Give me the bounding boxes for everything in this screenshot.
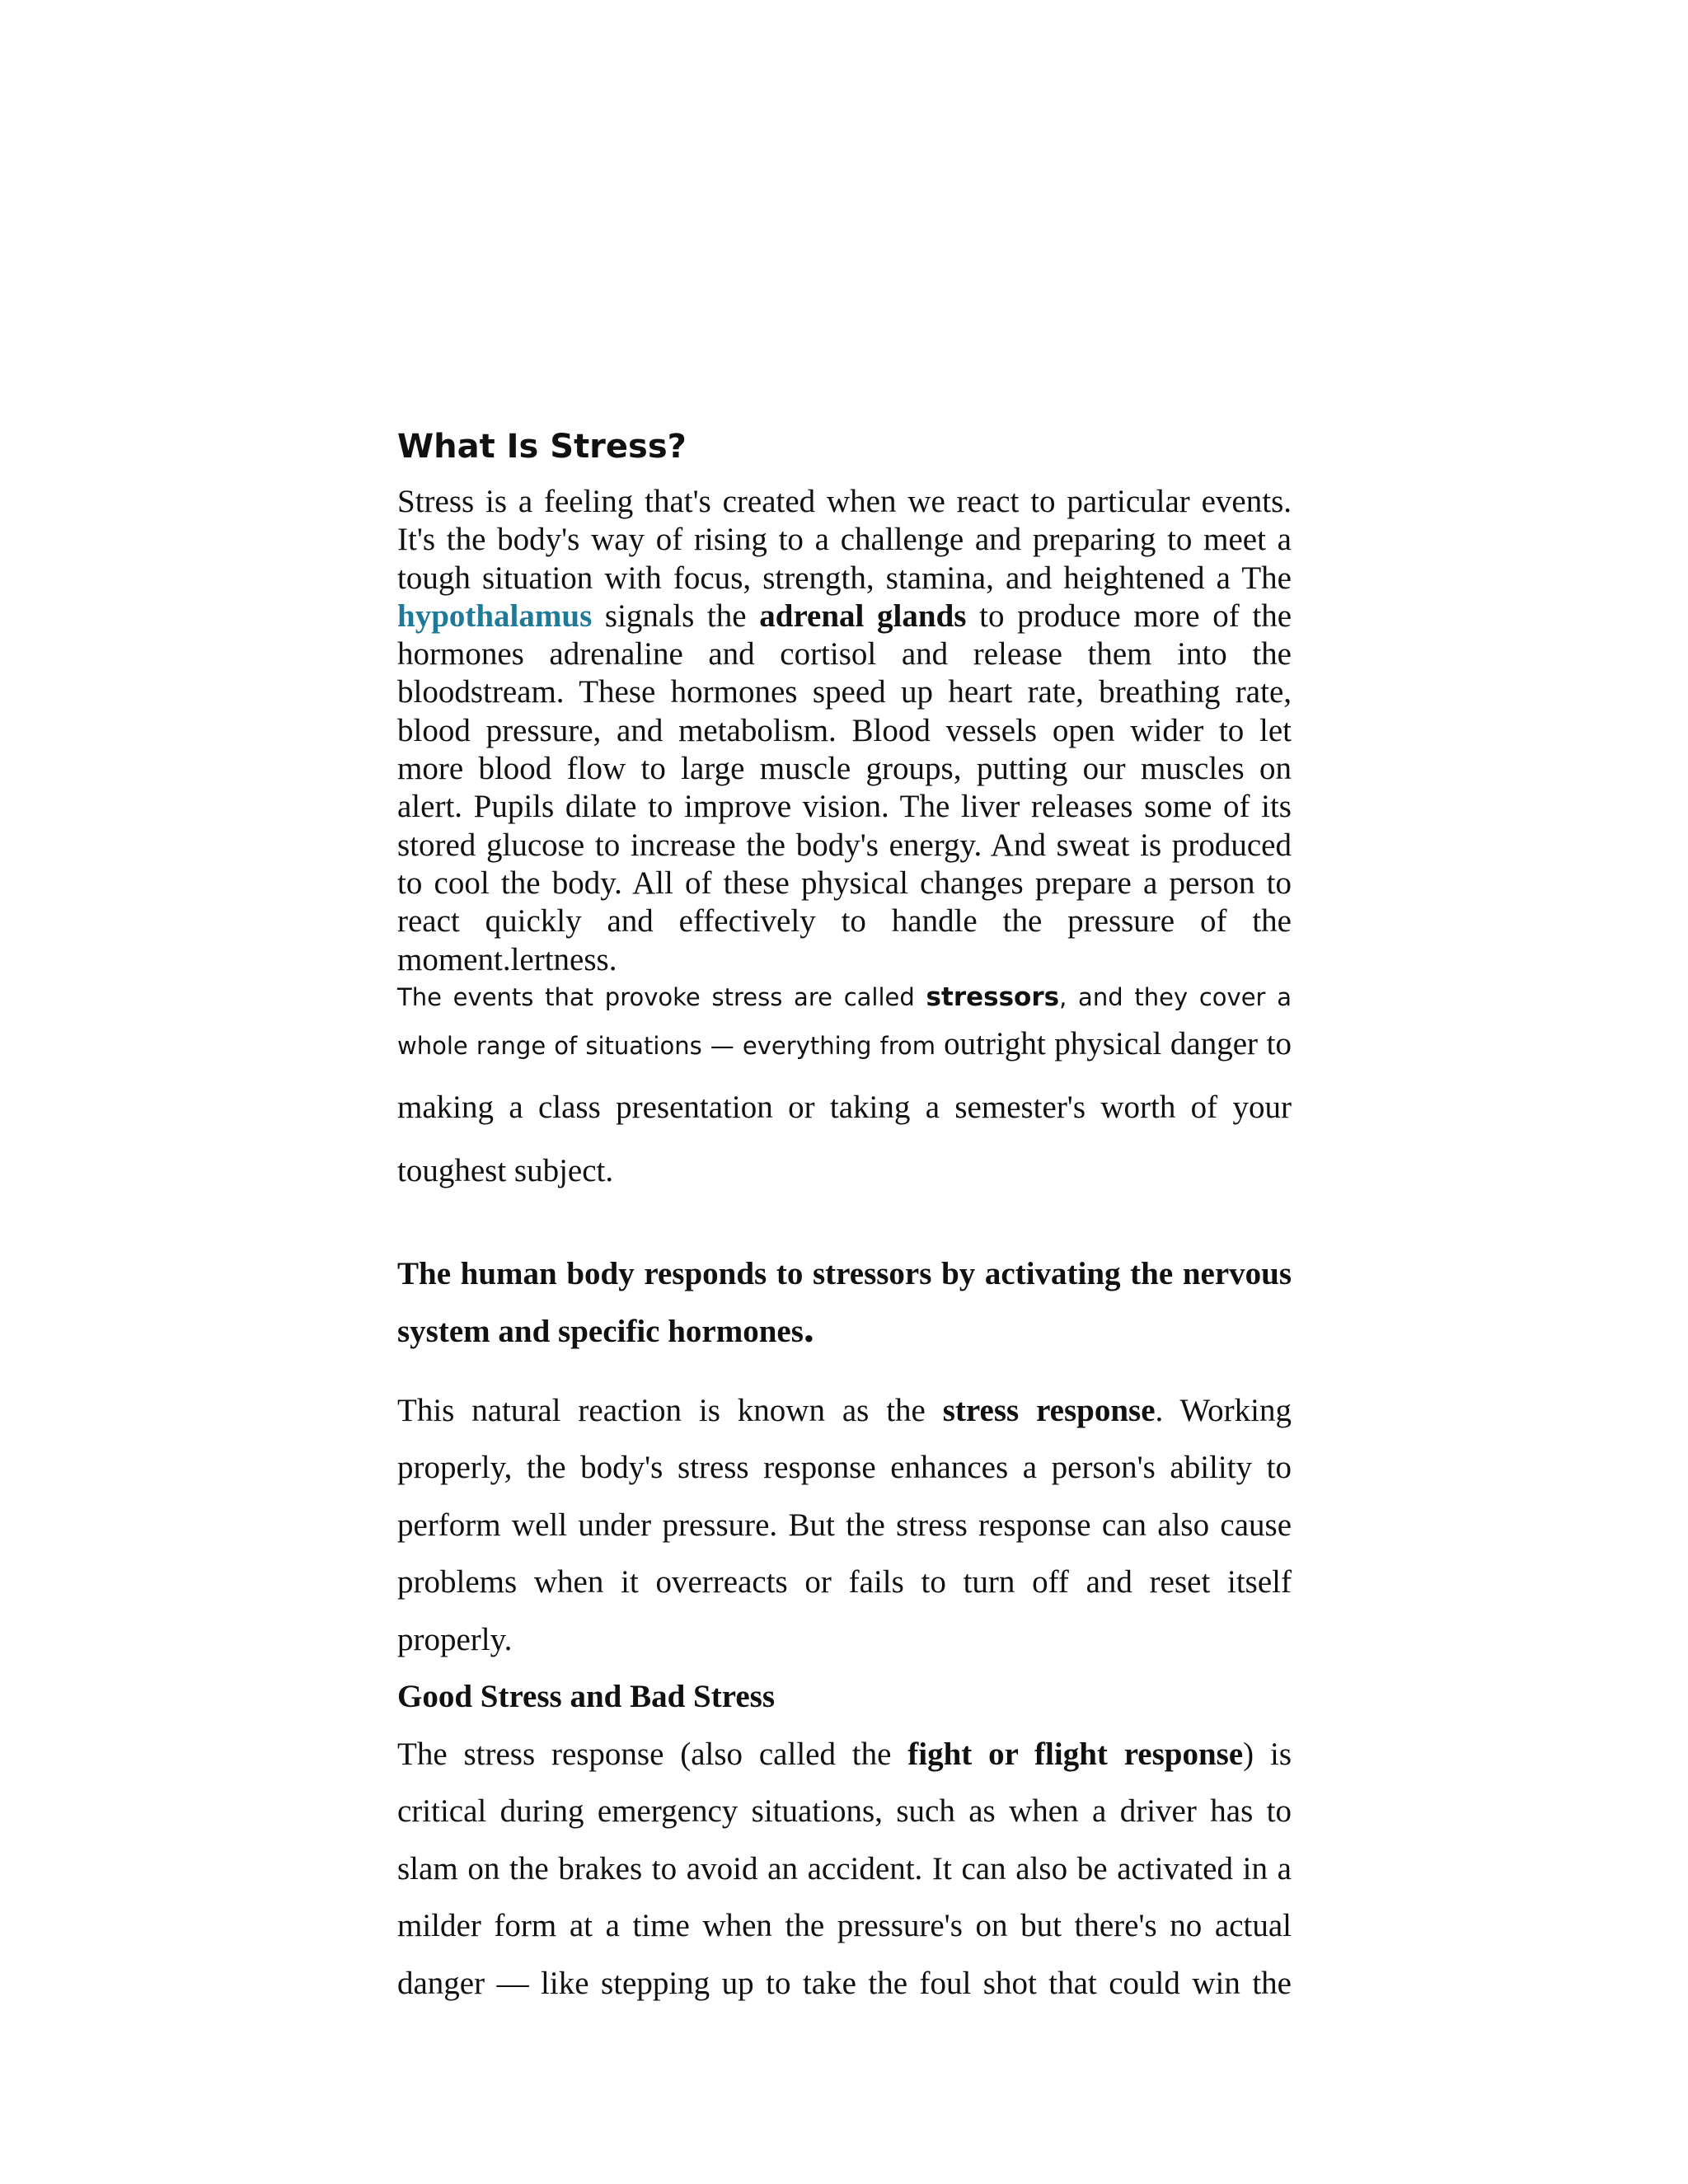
adrenal-glands-term: adrenal glands (759, 598, 967, 634)
stressors-text-2: , and they cover a (1059, 982, 1292, 1011)
stressors-text-3: whole range of situations — everything from (397, 1031, 945, 1060)
good-bad-paragraph (397, 1726, 1292, 2013)
stressors-text-1: The events that provoke stress are called (397, 982, 926, 1011)
response-text-2: . Working properly, the body's stress response enhances a person's ability to perform well under pressure. But the stress response can also cause problems when it overreacts or fails to turn off and reset itself properly. (397, 1392, 1292, 1657)
good-bad-text-1: The stress response (also called the (397, 1736, 908, 1772)
intro-text-3: to produce more of the hormones adrenaline and cortisol and release them into the bloodstream. These hormones speed up heart rate, breathing rate, blood pressure, and metabolism. Blood vessels open wider to let more blood flow to large muscle groups, putting our muscles on alert. Pupils dilate to improve vision. The liver releases some of its stored glucose to increase the body's energy. And sweat is produced to cool the body. All of these physical changes prepare a person to react quickly and effectively to handle the pressure of the moment.lertness. (397, 598, 1292, 977)
page-title: What Is Stress? (397, 428, 687, 466)
stressors-rest (397, 1015, 1292, 1206)
article-body (397, 422, 1292, 2012)
stressors-text-4: outright physical danger to making a class presentation or taking a semester's worth of your toughest subject. (397, 1025, 1292, 1188)
intro-text-1: Stress is a feeling that's created when we react to particular events. It's the body's way of rising to a challenge and preparing to meet a tough situation with focus, strength, stamina, and heightened a The (397, 484, 1292, 596)
fight-or-flight-term: fight or flight response (907, 1736, 1244, 1772)
intro-paragraph (397, 483, 1292, 979)
stressors-line-1 (397, 979, 1292, 1015)
section-subheading: Good Stress and Bad Stress (397, 1679, 776, 1715)
good-bad-text-2: ) is critical during emergency situations, such as when a driver has to slam on the brakes to avoid an accident. It can also be activated in a milder form at a time when the pressure's on but there's no actual danger — like stepping up to take the foul shot that could win the (397, 1736, 1292, 2001)
stress-response-paragraph (397, 1382, 1292, 1669)
bold-statement (397, 1247, 1292, 1359)
stressors-term: stressors (926, 982, 1060, 1012)
stressors-paragraph (397, 979, 1292, 1206)
bold-statement-text: The human body responds to stressors by activating the nervous system and specific hormones (397, 1255, 1292, 1349)
stress-response-term: stress response (942, 1392, 1156, 1428)
response-text-1: This natural reaction is known as the (397, 1392, 943, 1428)
intro-text-2: signals the (592, 598, 760, 634)
bold-statement-period: . (803, 1304, 814, 1352)
hypothalamus-term: hypothalamus (397, 598, 593, 634)
